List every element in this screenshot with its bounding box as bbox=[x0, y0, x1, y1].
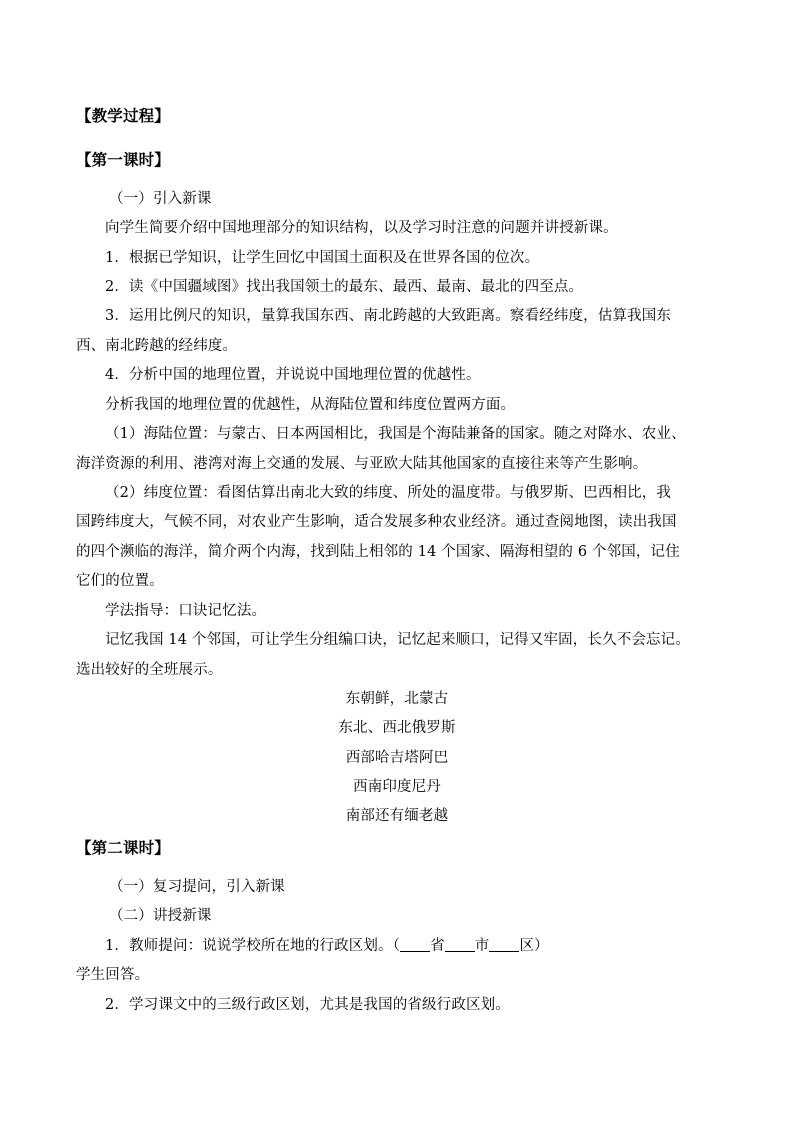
lesson1-para2-line4: 它们的位置。 bbox=[76, 573, 164, 589]
rhyme-line: 东朝鲜，北蒙古 bbox=[345, 691, 449, 707]
lesson1-method: 学法指导：口诀记忆法。 bbox=[105, 603, 267, 619]
lesson1-para2-line3: 的四个濒临的海洋，简介两个内海，找到陆上相邻的 14 个国家、隔海相望的 6 个邻国，记住 bbox=[76, 544, 680, 560]
rhyme-line: 南部还有缅老越 bbox=[345, 808, 449, 824]
lesson1-item-1: 1．根据已学知识，让学生回忆中国国土面积及在世界各国的位次。 bbox=[105, 250, 540, 266]
blank-district bbox=[489, 937, 519, 952]
lesson1-analysis: 分析我国的地理位置的优越性，从海陆位置和纬度位置两方面。 bbox=[105, 397, 516, 413]
lesson2-step-1: （一）复习提问，引入新课 bbox=[109, 879, 285, 895]
section-heading-teaching-process: 【教学过程】 bbox=[76, 107, 170, 125]
lesson1-para1-line1: （1）海陆位置：与蒙古、日本两国相比，我国是个海陆兼备的国家。随之对降水、农业、 bbox=[105, 426, 686, 442]
rhyme-line: 东北、西北俄罗斯 bbox=[338, 720, 456, 736]
lesson1-intro-heading: （一）引入新课 bbox=[109, 191, 212, 207]
lesson1-item-2: 2．读《中国疆域图》找出我国领土的最东、最西、最南、最北的四至点。 bbox=[105, 279, 584, 295]
lesson2-step-2: （二）讲授新课 bbox=[109, 908, 212, 924]
lesson2-student-answer: 学生回答。 bbox=[76, 967, 150, 983]
lesson1-item-3-line2: 西、南北跨越的经纬度。 bbox=[76, 338, 238, 354]
lesson1-para2-line2: 国跨纬度大，气候不同，对农业产生影响，适合发展多种农业经济。通过查阅地图，读出我国 bbox=[76, 514, 677, 530]
rhyme-line: 西南印度尼丹 bbox=[353, 779, 441, 795]
lesson1-intro-text: 向学生简要介绍中国地理部分的知识结构，以及学习时注意的问题并讲授新课。 bbox=[105, 220, 618, 236]
lesson1-title: 【第一课时】 bbox=[76, 151, 170, 169]
question-1-district: 区） bbox=[519, 938, 549, 954]
lesson2-title: 【第二课时】 bbox=[76, 839, 170, 857]
question-1-province: 省 bbox=[430, 938, 445, 954]
lesson1-item-4: 4．分析中国的地理位置，并说说中国地理位置的优越性。 bbox=[105, 367, 481, 383]
lesson1-para1-line2: 海洋资源的利用、港湾对海上交通的发展、与亚欧大陆其他国家的直接往来等产生影响。 bbox=[76, 456, 648, 472]
question-1-city: 市 bbox=[474, 938, 490, 954]
lesson1-para2-line1: （2）纬度位置：看图估算出南北大致的纬度、所处的温度带。与俄罗斯、巴西相比，我 bbox=[105, 485, 672, 501]
rhyme-line: 西部哈吉塔阿巴 bbox=[345, 750, 449, 766]
lesson1-memory-line2: 选出较好的全班展示。 bbox=[76, 662, 223, 678]
lesson1-memory-line1: 记忆我国 14 个邻国，可让学生分组编口诀，记忆起来顺口，记得又牢固，长久不会忘记。 bbox=[105, 632, 690, 648]
lesson2-question-1 bbox=[105, 936, 755, 956]
blank-province bbox=[400, 937, 430, 952]
blank-city bbox=[445, 937, 475, 952]
question-1-prefix: 1．教师提问：说说学校所在地的行政区划。（ bbox=[105, 938, 401, 954]
lesson1-item-3-line1: 3．运用比例尺的知识，量算我国东西、南北跨越的大致距离。察看经纬度，估算我国东 bbox=[105, 308, 672, 324]
lesson2-question-2: 2．学习课文中的三级行政区划，尤其是我国的省级行政区划。 bbox=[105, 997, 510, 1013]
